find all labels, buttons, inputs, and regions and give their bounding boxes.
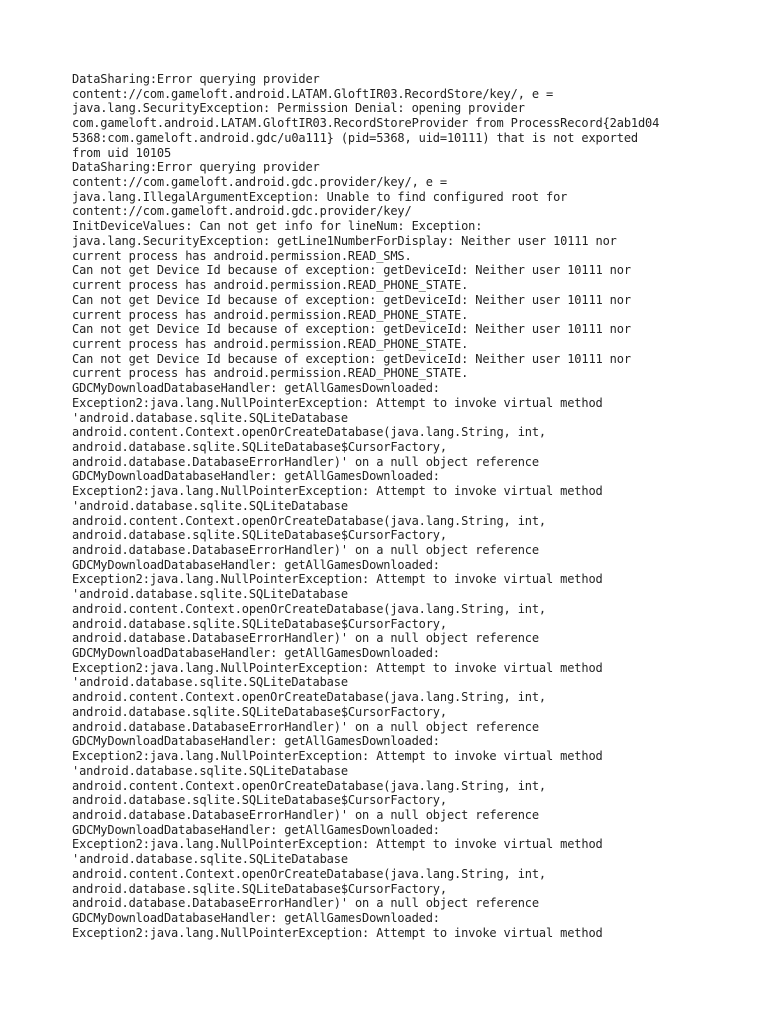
log-line: android.database.sqlite.SQLiteDatabase$CursorFactory, xyxy=(72,704,447,719)
log-line: java.lang.IllegalArgumentException: Unable to find configured root for xyxy=(72,189,568,204)
log-line: GDCMyDownloadDatabaseHandler: getAllGamesDownloaded: xyxy=(72,469,440,484)
log-line: 'android.database.sqlite.SQLiteDatabase xyxy=(72,675,348,690)
log-line: GDCMyDownloadDatabaseHandler: getAllGamesDownloaded: xyxy=(72,381,440,396)
log-line: android.database.DatabaseErrorHandler)' on a null object reference xyxy=(72,454,539,469)
log-line: current process has android.permission.READ_SMS. xyxy=(72,248,412,263)
log-line: android.database.sqlite.SQLiteDatabase$CursorFactory, xyxy=(72,881,447,896)
log-line: android.content.Context.openOrCreateDatabase(java.lang.String, int, xyxy=(72,866,546,881)
log-line: InitDeviceValues: Can not get info for lineNum: Exception: xyxy=(72,219,483,234)
log-line: from uid 10105 xyxy=(72,145,172,160)
log-line: content://com.gameloft.android.gdc.provider/key/, e = xyxy=(72,175,447,190)
log-line: current process has android.permission.READ_PHONE_STATE. xyxy=(72,336,469,351)
log-line: android.content.Context.openOrCreateDatabase(java.lang.String, int, xyxy=(72,601,546,616)
log-line: android.database.sqlite.SQLiteDatabase$CursorFactory, xyxy=(72,528,447,543)
log-line: android.database.DatabaseErrorHandler)' on a null object reference xyxy=(72,896,539,911)
log-line: content://com.gameloft.android.gdc.provider/key/ xyxy=(72,204,412,219)
log-line: android.database.DatabaseErrorHandler)' on a null object reference xyxy=(72,719,539,734)
log-line: GDCMyDownloadDatabaseHandler: getAllGamesDownloaded: xyxy=(72,646,440,661)
log-line: android.database.DatabaseErrorHandler)' on a null object reference xyxy=(72,631,539,646)
log-line: Exception2:java.lang.NullPointerException: Attempt to invoke virtual method xyxy=(72,395,603,410)
log-line: android.database.sqlite.SQLiteDatabase$CursorFactory, xyxy=(72,439,447,454)
log-line: content://com.gameloft.android.LATAM.GloftIR03.RecordStore/key/, e = xyxy=(72,86,554,101)
log-line: 'android.database.sqlite.SQLiteDatabase xyxy=(72,498,348,513)
log-line: GDCMyDownloadDatabaseHandler: getAllGamesDownloaded: xyxy=(72,557,440,572)
log-line: current process has android.permission.READ_PHONE_STATE. xyxy=(72,307,469,322)
log-line: DataSharing:Error querying provider xyxy=(72,160,320,175)
log-line: 5368:com.gameloft.android.gdc/u0a111} (pid=5368, uid=10111) that is not exported xyxy=(72,130,638,145)
log-line: 'android.database.sqlite.SQLiteDatabase xyxy=(72,852,348,867)
log-line: Can not get Device Id because of exception: getDeviceId: Neither user 10111 nor xyxy=(72,292,631,307)
log-line: android.content.Context.openOrCreateDatabase(java.lang.String, int, xyxy=(72,778,546,793)
log-line: 'android.database.sqlite.SQLiteDatabase xyxy=(72,587,348,602)
log-line: android.content.Context.openOrCreateDatabase(java.lang.String, int, xyxy=(72,513,546,528)
log-line: Exception2:java.lang.NullPointerException: Attempt to invoke virtual method xyxy=(72,484,603,499)
log-line: android.database.sqlite.SQLiteDatabase$CursorFactory, xyxy=(72,616,447,631)
log-line: android.database.DatabaseErrorHandler)' on a null object reference xyxy=(72,543,539,557)
log-line: 'android.database.sqlite.SQLiteDatabase xyxy=(72,410,348,425)
log-line: android.content.Context.openOrCreateDatabase(java.lang.String, int, xyxy=(72,425,546,440)
log-line: DataSharing:Error querying provider xyxy=(72,72,320,86)
log-line: Can not get Device Id because of exception: getDeviceId: Neither user 10111 nor xyxy=(72,322,631,337)
log-text-block xyxy=(72,72,732,940)
log-line: Exception2:java.lang.NullPointerException: Attempt to invoke virtual method xyxy=(72,572,603,587)
log-line: current process has android.permission.READ_PHONE_STATE. xyxy=(72,366,469,381)
log-line: current process has android.permission.READ_PHONE_STATE. xyxy=(72,278,469,293)
log-line: com.gameloft.android.LATAM.GloftIR03.RecordStoreProvider from ProcessRecord{2ab1d04 xyxy=(72,116,660,131)
log-line: Can not get Device Id because of exception: getDeviceId: Neither user 10111 nor xyxy=(72,263,631,278)
log-line: Exception2:java.lang.NullPointerException: Attempt to invoke virtual method xyxy=(72,837,603,852)
log-line: Can not get Device Id because of exception: getDeviceId: Neither user 10111 nor xyxy=(72,351,631,366)
log-line: android.database.DatabaseErrorHandler)' on a null object reference xyxy=(72,807,539,822)
log-line: 'android.database.sqlite.SQLiteDatabase xyxy=(72,763,348,778)
log-line: java.lang.SecurityException: getLine1NumberForDisplay: Neither user 10111 nor xyxy=(72,233,617,248)
log-line: java.lang.SecurityException: Permission Denial: opening provider xyxy=(72,101,525,116)
log-line: GDCMyDownloadDatabaseHandler: getAllGamesDownloaded: xyxy=(72,822,440,837)
log-line: android.content.Context.openOrCreateDatabase(java.lang.String, int, xyxy=(72,690,546,705)
log-line: android.database.sqlite.SQLiteDatabase$CursorFactory, xyxy=(72,793,447,808)
log-line: Exception2:java.lang.NullPointerException: Attempt to invoke virtual method xyxy=(72,660,603,675)
log-line: GDCMyDownloadDatabaseHandler: getAllGamesDownloaded: xyxy=(72,734,440,749)
log-line: Exception2:java.lang.NullPointerException: Attempt to invoke virtual method xyxy=(72,925,603,940)
log-line: GDCMyDownloadDatabaseHandler: getAllGamesDownloaded: xyxy=(72,910,440,925)
log-line: Exception2:java.lang.NullPointerException: Attempt to invoke virtual method xyxy=(72,749,603,764)
